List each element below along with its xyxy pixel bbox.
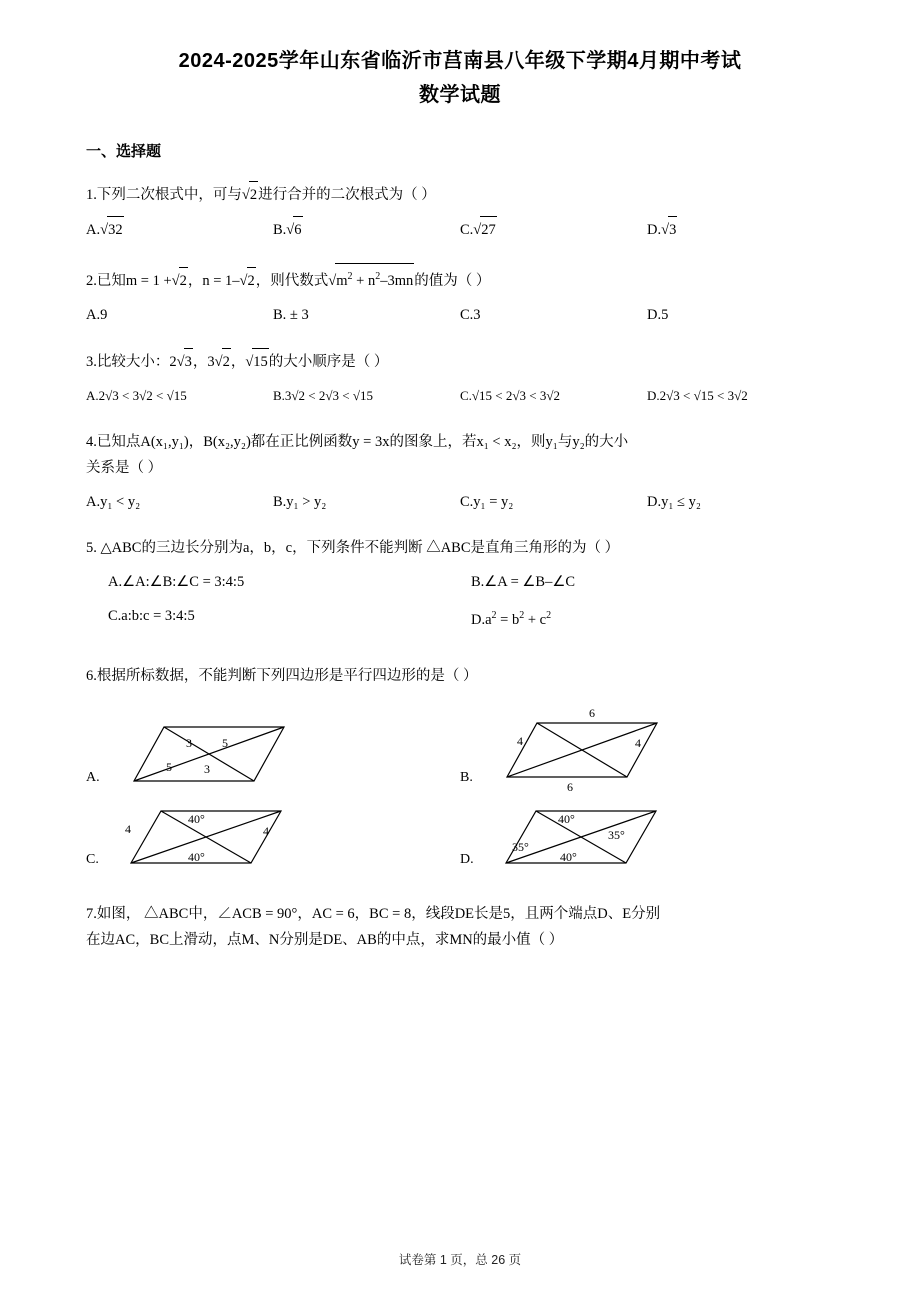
parallelogram-a-icon [104, 713, 294, 793]
q3-radicand-3: 15 [252, 348, 269, 375]
q1-option-b-label: B. [273, 222, 287, 238]
question-7 [86, 901, 834, 953]
section-heading-choice: 一、选择题 [86, 143, 162, 160]
question-6-figure-d-cell [460, 799, 834, 875]
q6-figure-b-label: B. [460, 770, 473, 785]
page-title [86, 0, 834, 112]
q2-option-d: D.5 [647, 307, 669, 323]
question-3 [86, 348, 834, 409]
q3-option-d: D.2√3 < √15 < 3√2 [647, 388, 748, 403]
q6-b-mark-4: 6 [566, 780, 573, 793]
q2-radical-2: √2 [240, 267, 256, 294]
q4-option-c: C.y₁ = y₂ [460, 494, 514, 510]
question-6-figure-row-1 [86, 703, 834, 793]
question-1-options [86, 216, 834, 243]
q1-option-d [647, 216, 834, 243]
q5-option-b: B.∠A = ∠B–∠C [471, 574, 575, 590]
q3-stem-part-4: 的大小顺序是（ ） [268, 354, 389, 370]
parallelogram-d-icon [478, 799, 668, 875]
q1-option-a [86, 216, 273, 243]
q5-option-c: C.a:b:c = 3:4:5 [108, 608, 195, 624]
q1-option-b-radicand: 6 [293, 216, 302, 243]
q2-option-a: A.9 [86, 307, 108, 323]
q6-d-mark-1: 40° [557, 812, 575, 826]
question-6 [86, 663, 834, 875]
title-line-1: 2024-2025学年山东省临沂市莒南县八年级下学期4月期中考试 [178, 50, 742, 72]
question-6-figure-b-cell [460, 703, 834, 793]
q6-figure-d-label: D. [460, 852, 474, 867]
question-2 [86, 263, 834, 328]
q1-option-a-label: A. [86, 222, 101, 238]
q3-option-c: C.√15 < 2√3 < 3√2 [460, 388, 560, 403]
q6-b-mark-1: 6 [588, 706, 595, 720]
q1-option-d-radicand: 3 [668, 216, 677, 243]
q3-option-a: A.2√3 < 3√2 < √15 [86, 388, 187, 403]
question-1-stem [86, 181, 834, 208]
question-5-options-row-1 [86, 569, 834, 595]
q2-radicand-3: $m^2 + n^2-3mn$ [335, 263, 414, 294]
question-7-stem-line-2: 在边AC，BC上滑动，点M、N分别是DE、AB的中点，求MN的最小值（ ） [86, 932, 564, 948]
q1-stem-radicand: 2 [249, 181, 258, 208]
q1-option-c [460, 216, 647, 243]
question-2-stem [86, 263, 834, 294]
q1-option-d-label: D. [647, 222, 662, 238]
q3-radical-2: √2 [215, 348, 231, 375]
q2-radicand-1: 2 [179, 267, 188, 294]
q1-option-a-radical: √32 [100, 216, 123, 243]
question-2-options [86, 302, 834, 328]
question-3-stem [86, 348, 834, 375]
parallelogram-c-icon [103, 799, 293, 875]
question-1 [86, 181, 834, 243]
q5-option-d: $D.a^2 = b^2 + c^2$ [471, 610, 552, 628]
question-6-figure-c-cell [86, 799, 460, 875]
q6-d-mark-2: 35° [607, 828, 625, 842]
q6-figure-c-label: C. [86, 852, 99, 867]
q6-b-mark-2: 4 [516, 734, 523, 748]
question-6-stem: 6.根据所标数据，不能判断下列四边形是平行四边形的是（ ） [86, 668, 478, 684]
title-line-2: 数学试题 [419, 84, 501, 106]
q1-stem-part-a: 1.下列二次根式中，可与 [86, 187, 242, 203]
q6-a-mark-3: 5 [165, 760, 172, 774]
q6-d-mark-4: 40° [559, 850, 577, 864]
q1-option-c-label: C. [460, 222, 474, 238]
q3-stem-part-2: ，3 [192, 354, 215, 370]
q3-radical-3: √15 [245, 348, 268, 375]
q4-option-b: B.y₁ > y₂ [273, 494, 327, 510]
q2-stem-part-4: 的值为（ ） [414, 273, 491, 289]
q1-option-b-radical: √6 [286, 216, 302, 243]
question-5-stem: 5. △ABC的三边长分别为a，b，c，下列条件不能判断 △ABC是直角三角形的为（ ） [86, 540, 620, 556]
q6-figure-a-label: A. [86, 770, 100, 785]
question-3-options [86, 383, 834, 409]
q2-radical-1: √2 [172, 267, 188, 294]
q4-option-a: A.y₁ < y₂ [86, 494, 141, 510]
q3-radicand-1: 3 [184, 348, 193, 375]
q1-option-a-radicand: 32 [107, 216, 124, 243]
q4-option-d: D.y₁ ≤ y₂ [647, 494, 701, 510]
q6-c-mark-3: 40° [187, 850, 205, 864]
q6-a-mark-1: 3 [185, 736, 192, 750]
q1-stem-part-b: 进行合并的二次根式为（ ） [258, 187, 436, 203]
q6-d-mark-3: 35° [511, 840, 529, 854]
q3-stem-part-3: ， [230, 354, 246, 370]
q6-c-mark-4: 4 [262, 824, 269, 838]
q6-a-mark-2: 5 [221, 736, 228, 750]
question-4 [86, 429, 834, 515]
q2-option-c: C.3 [460, 307, 481, 323]
q3-radicand-2: 2 [222, 348, 231, 375]
question-4-stem-line-1: 4.已知点A(x₁,y₁)，B(x₂,y₂)都在正比例函数y = 3x的图象上，若x₁ < x₂，则y₁与y₂的大小 [86, 434, 629, 450]
q1-option-c-radicand: 27 [480, 216, 497, 243]
question-5 [86, 535, 834, 633]
q6-a-mark-4: 3 [203, 762, 210, 776]
q3-option-b: B.3√2 < 2√3 < √15 [273, 388, 373, 403]
q6-c-mark-1: 4 [124, 822, 131, 836]
parallelogram-b-icon [477, 703, 667, 793]
q1-option-d-radical: √3 [661, 216, 677, 243]
q2-stem-part-3: ，则代数式 [255, 273, 329, 289]
question-6-figure-row-2 [86, 799, 834, 875]
q3-stem-part-1: 3.比较大小：2 [86, 354, 177, 370]
q1-stem-radical: √2 [242, 181, 258, 208]
question-5-options-row-2 [86, 603, 834, 633]
q6-c-mark-2: 40° [187, 812, 205, 826]
page-footer: 试卷第 1 页，总 26 页 [398, 1253, 522, 1267]
q5-option-a: A.∠A:∠B:∠C = 3:4:5 [108, 574, 245, 590]
question-7-stem-line-1: 7.如图， △ABC中，∠ACB = 90°，AC = 6，BC = 8，线段DE长是5，且两个端点D、E分别 [86, 906, 661, 922]
q2-radicand-2: 2 [247, 267, 256, 294]
q2-stem-part-2: ，n = 1– [187, 273, 240, 289]
q2-radical-3: $√m^2 + n^2-3mn$ [328, 263, 414, 294]
question-4-stem-line-2: 关系是（ ） [86, 460, 163, 476]
q1-option-c-radical: √27 [473, 216, 496, 243]
q2-option-b: B. ± 3 [273, 307, 309, 323]
q3-radical-1: √3 [177, 348, 193, 375]
q2-stem-part-1: 2.已知m = 1 + [86, 273, 172, 289]
question-4-options [86, 489, 834, 515]
question-6-figure-a-cell [86, 703, 460, 793]
q1-option-b [273, 216, 460, 243]
q6-b-mark-3: 4 [634, 736, 641, 750]
